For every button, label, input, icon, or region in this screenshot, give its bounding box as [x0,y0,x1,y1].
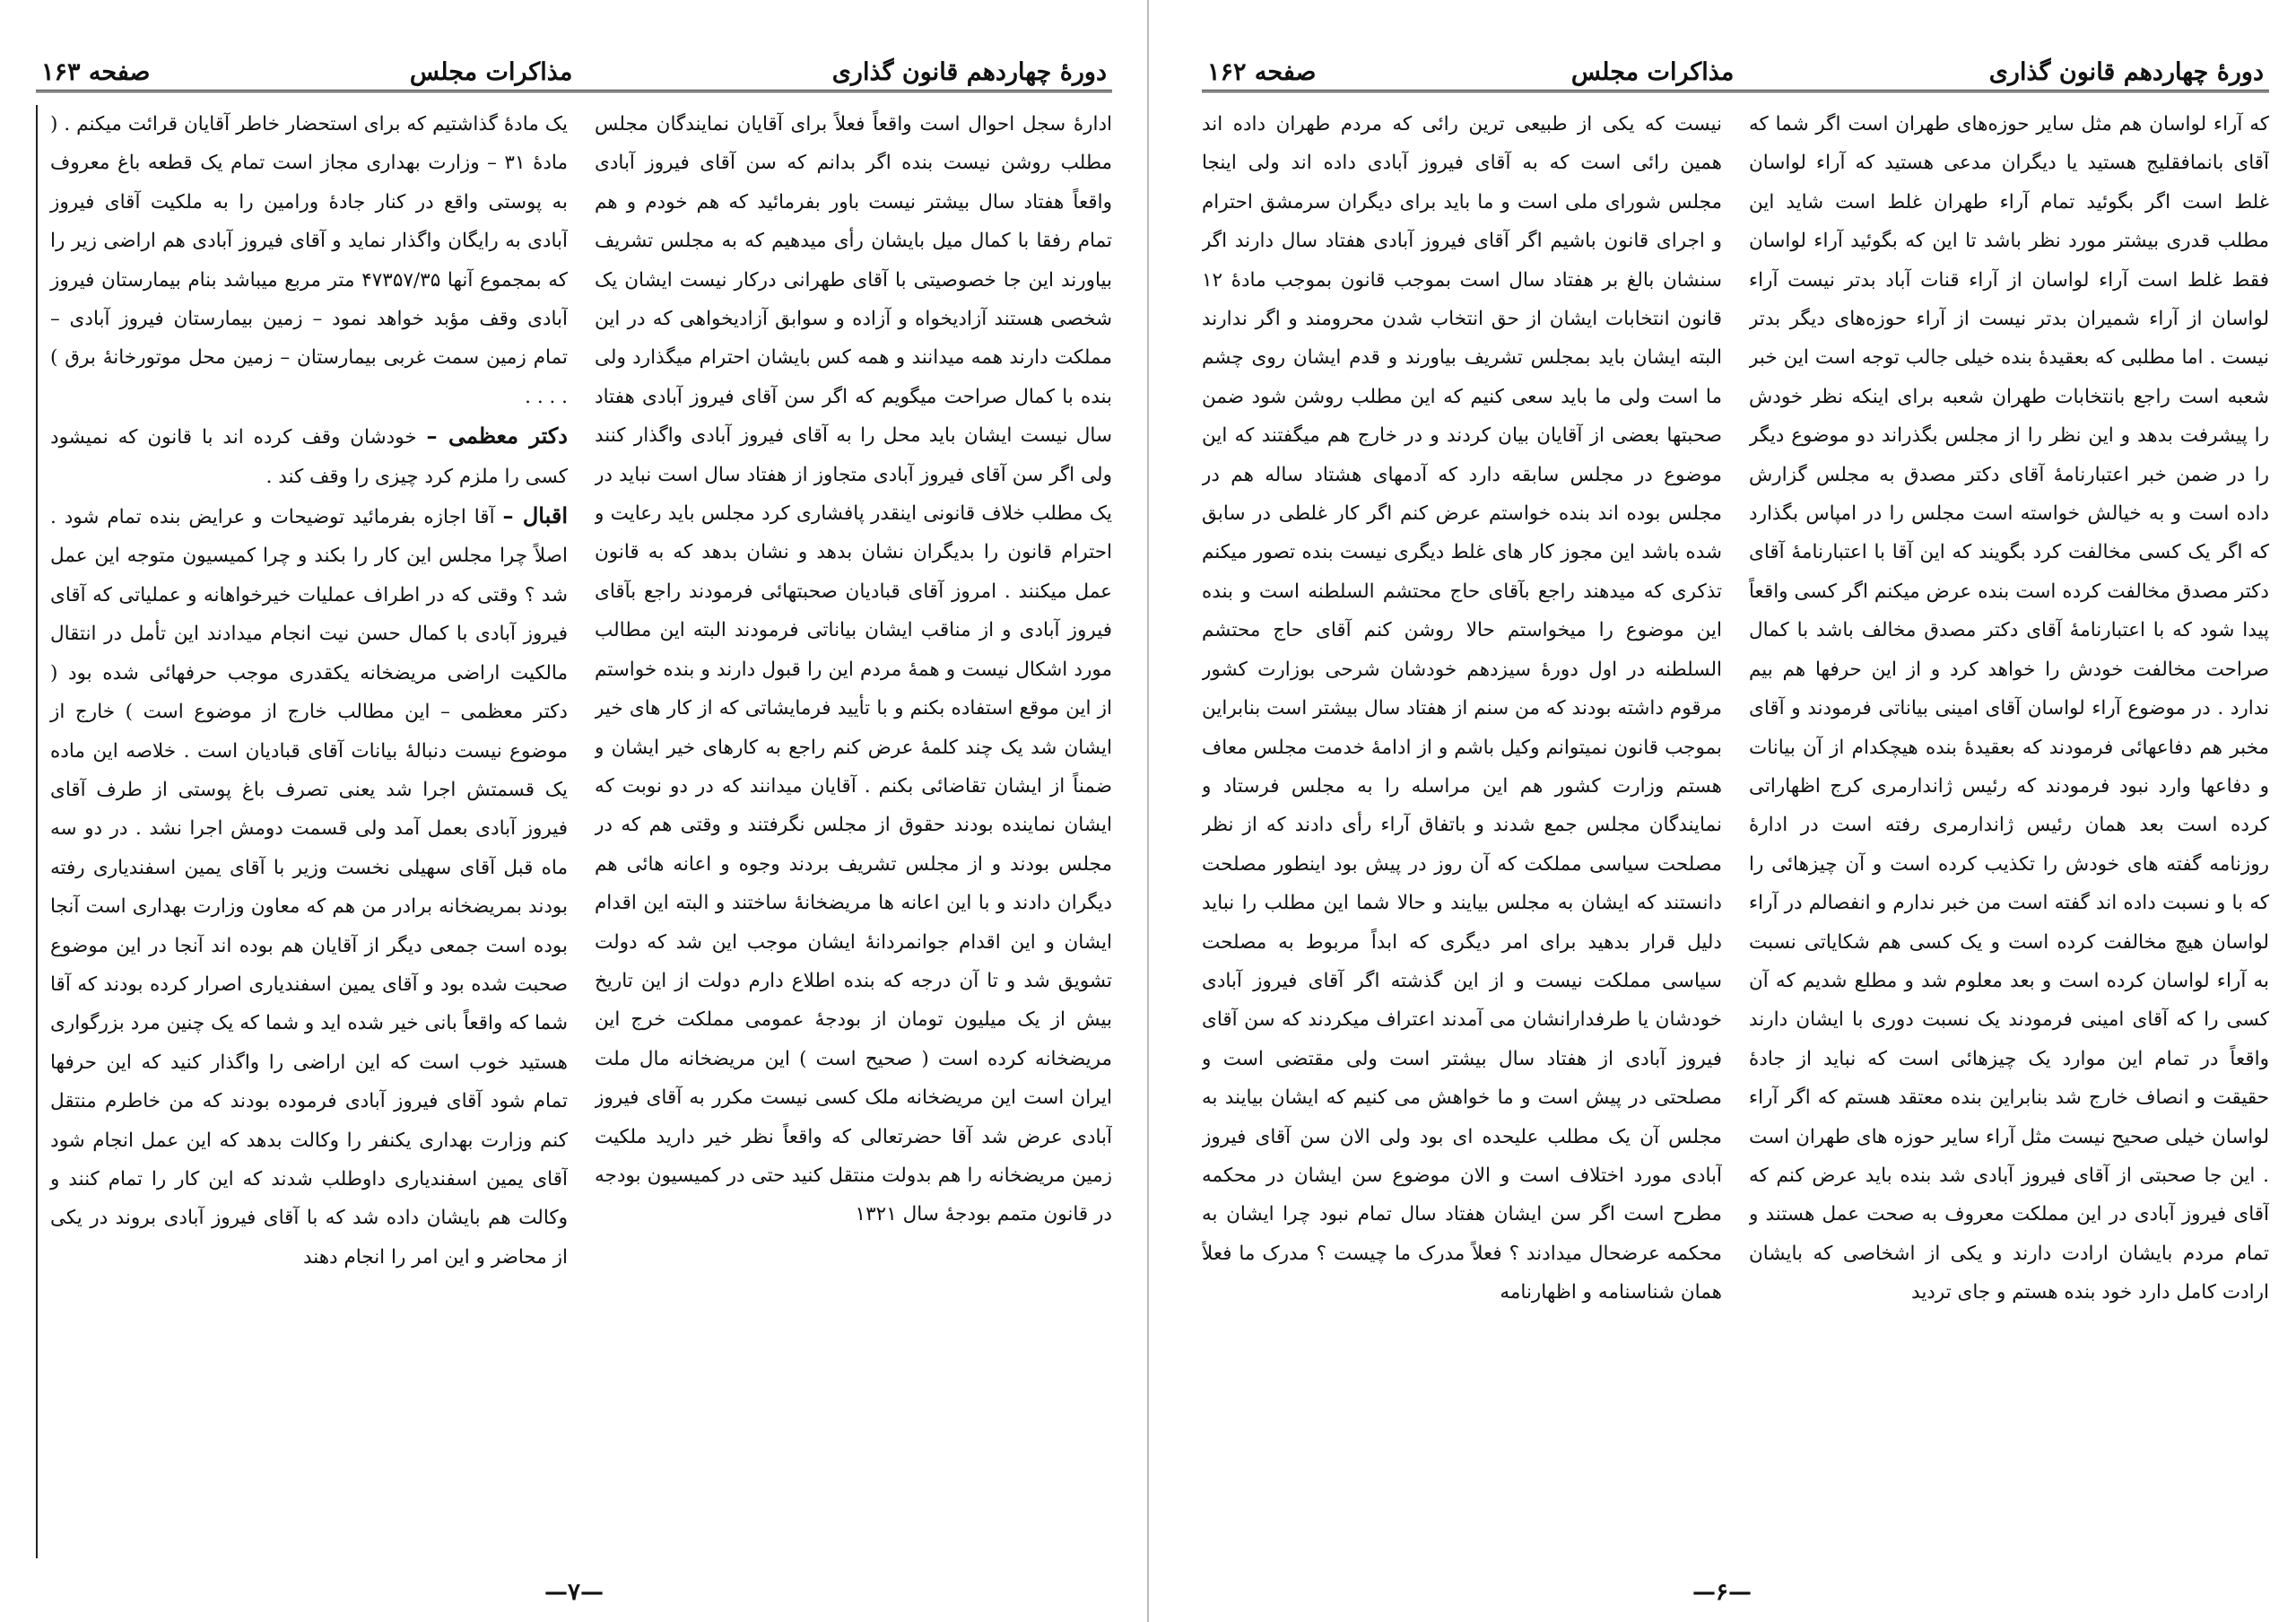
page-footer-number: —۷— [544,1579,604,1606]
column-right [595,105,1112,1558]
text-columns [1202,105,2269,1558]
column-text: یک مادهٔ گذاشتیم که برای استحضار خاطر آقایان قرائت میکنم . ( مادهٔ ۳۱ – وزارت بهداری مجاز است تمام یک قطعه باغ معروف به پوستی واقع در کنار جادهٔ ورامین را به ملکیت آقای فیروز آبادی به رایگان واگذار نماید و آقای فیروز آبادی هم اراضی زیر را که بمجموع آنها ۴۷۳۵۷/۳۵ متر مربع میباشد بنام بیمارستان فیروز آبادی وقف مؤبد خواهد نمود – زمین بیمارستان فیروز آبادی – تمام زمین سمت غربی بیمارستان – زمین محل موتورخانهٔ برق ) . . . . [50,113,568,408]
header-page-number: صفحه ۱۶۳ [41,58,151,86]
page-header [1202,47,2269,86]
speech-text: آقا اجازه بفرمائید توضیحات و عرایض بنده تمام شود . اصلاً چرا مجلس این کار را بکند و چرا کمیسیون متوجه این عمل شد ؟ وقتی که در اطراف عملیات خیرخواهانه و عملیاتی که آقای فیروز آبادی با کمال حسن نیت انجام میدادند این تأمل در انتقال مالکیت اراضی مریضخانه یکقدری موجب حرفهائی شده بود ( دکتر معظمی – این مطالب خارج از موضوع است ) خارج از موضوع نیست دنبالهٔ بیانات آقای قبادیان است . خلاصه این ماده یک قسمتش اجرا شد یعنی تصرف باغ پوستی از طرف آقای فیروز آبادی بعمل آمد ولی قسمت دومش اجرا نشد . در دو سه ماه قبل آقای سهیلی نخست وزیر با آقای یمین اسفندیاری رفته بودند بمریضخانه برادر من هم که معاون وزارت بهداری است آنجا بوده است جمعی دیگر از آقایان هم بوده اند آنجا در این موضوع صحبت شده بود و آقای یمین اسفندیاری اصرار کرده بودند که آقا شما که واقعاً بانی خیر شده اید و شما که یک چنین مرد بزرگواری هستید خوب است که این اراضی را واگذار کنید که این حرفها تمام شود آقای فیروز آبادی فرموده بودند که من خاطرم منتقل کنم وزارت بهداری یکنفر را وکالت بدهد که این عمل انجام شود آقای یمین اسفندیاری داوطلب شدند که این کار را تمام کنند و وکالت هم بایشان داده شد که با آقای فیروز آبادی بروند در یکی از محاضر و این امر را انجام دهند [50,506,568,1269]
column-right [1749,105,2269,1558]
header-proceedings-title: مذاکرات مجلس [1570,58,1735,86]
speech-paragraph [50,496,568,1277]
header-session-title: دورهٔ چهاردهم قانون گذاری [831,58,1107,86]
speech-text: خودشان وقف کرده اند با قانون که نمیشود کسی را ملزم کرد چیزی را وقف کند . [50,426,568,488]
speech-paragraph [50,416,568,496]
speaker-name: اقبال – [502,502,568,529]
column-left [1202,105,1722,1558]
column-text: نیست که یکی از طبیعی ترین رائی که مردم طهران داده اند همین رائی است که به آقای فیروز آبادی داده اند ولی اینجا مجلس شورای ملی است و ما باید برای دیگران سرمشق احترام و اجرای قانون باشیم اگر آقای فیروز آبادی هفتاد سال دارند اگر سنشان بالغ بر هفتاد سال است بموجب قانون بموجب مادهٔ ۱۲ قانون انتخابات ایشان از حق انتخاب شدن محرومند و اگر ندارند البته ایشان باید بمجلس تشریف بیاورند و قدم ایشان روی چشم ما است ولی ما باید سعی کنیم که این مطلب روشن شود ضمن صحبتها بعضی از آقایان بیان کردند و در خارج هم میگفتند که این موضوع در مجلس سابقه دارد که آدمهای هشتاد ساله هم در مجلس بوده اند بنده خواستم عرض کنم اگر کار غلطی در سابق شده باشد این مجوز کار های غلط دیگری نیست بنده تصور میکنم تذکری که میدهند راجع بآقای حاج محتشم السلطنه است و بنده این موضوع را میخواستم حالا روشن کنم آقای حاج محتشم السلطنه در اول دورهٔ سیزدهم خودشان شرحی بوزارت کشور مرقوم داشته بودند که من سنم از هفتاد سال بیشتر است بنابراین بموجب قانون نمیتوانم وکیل باشم و از ادامهٔ خدمت مجلس معاف هستم وزارت کشور هم این مراسله را به مجلس فرستاد و نمایندگان مجلس جمع شدند و باتفاق آراء رأی دادند که از نظر مصلحت سیاسی مملکت که آن روز در پیش بود اینطور مصلحت دانستند که ایشان به مجلس بیایند و حالا شما این مطلب را نباید دلیل قرار بدهید برای امر دیگری که ابداً مربوط به مصلحت سیاسی مملکت نیست و از این گذشته اگر آقای فیروز آبادی خودشان یا طرفدارانشان می آمدند اعتراف میکردند که سن آقای فیروز آبادی از هفتاد سال بیشتر است ولی مقتضی است و مصلحتی در پیش است و ما خواهش می کنیم که ایشان بیایند به مجلس آن یک مطلب علیحده ای بود ولی الان سن آقای فیروز آبادی مورد اختلاف است و الان موضوع سن ایشان در محکمه مطرح است اگر سن ایشان هفتاد سال تمام نبود چرا ایشان به محکمه عرضحال میدادند ؟ فعلاً مدرک ما چیست ؟ مدرک ما فعلاً همان شناسنامه و اظهارنامه [1202,113,1722,1304]
page-162 [1148,0,2296,1622]
header-rule [36,90,1112,92]
header-proceedings-title: مذاکرات مجلس [409,58,573,86]
column-left [36,105,568,1558]
column-text: ادارهٔ سجل احوال است واقعاً فعلاً برای آقایان نمایندگان مجلس مطلب روشن نیست بنده اگر بدانم که سن آقای فیروز آبادی واقعاً هفتاد سال بیشتر نیست باور بفرمائید که هم خودم و هم تمام رفقا با کمال میل بایشان رأی میدهیم که به مجلس تشریف بیاورند این جا خصوصیتی با آقای طهرانی درکار نیست ایشان یک شخصی هستند آزادیخواه و آزاده و سوابق آزادیخواهی که در این مملکت دارند همه میدانند و همه کس بایشان احترام میگذارد ولی بنده با کمال صراحت میگویم که اگر سن آقای فیروز آبادی هفتاد سال نیست ایشان باید محل را به آقای فیروز آبادی واگذار کنند ولی اگر سن آقای فیروز آبادی متجاوز از هفتاد سال است نباید در یک مطلب خلاف قانونی اینقدر پافشاری کرد مجلس باید رعایت و احترام قانون را بدیگران نشان بدهد و نشان بدهد که به قانون عمل میکنند . امروز آقای قبادیان صحبتهائی فرمودند راجع بآقای فیروز آبادی و از مناقب ایشان بیاناتی فرمودند البته این مطالب مورد اشکال نیست و همهٔ مردم این را قبول دارند و بنده خواستم از این موقع استفاده بکنم و با تأیید فرمایشاتی که از کار های خیر ایشان شد یک چند کلمهٔ عرض کنم راجع به کارهای خیر ایشان و ضمناً از ایشان تقاضائی بکنم . آقایان میدانند که در دو نوبت که ایشان نماینده بودند حقوق از مجلس نگرفتند و وقتی هم که در مجلس بودند و از مجلس تشریف بردند وجوه و اعانه هائی هم دیگران دادند و با این اعانه ها مریضخانهٔ ساختند و البته این اقدام ایشان و این اقدام جوانمردانهٔ ایشان موجب این شد که دولت تشویق شد و تا آن درجه که بنده اطلاع دارم دولت از این تاریخ بیش از یک میلیون تومان از بودجهٔ عمومی مملکت خرج این مریضخانه کرده است ( صحیح است ) این مریضخانه مال ملت ایران است این مریضخانه ملک کسی نیست مکرر به آقای فیروز آبادی عرض شد آقا حضرتعالی که واقعاً نظر خیر دارید ملکیت زمین مریضخانه را هم بدولت منتقل کنید حتی در کمیسیون بودجه در قانون متمم بودجهٔ سال ۱۳۲۱ [595,113,1112,1226]
text-columns [36,105,1112,1558]
header-rule [1202,90,2269,92]
column-text: که آراء لواسان هم مثل سایر حوزه‌های طهران است اگر شما که آقای بانمافقلیج هستید یا دیگران مدعی هستید که آراء لواسان غلط است اگر بگوئید تمام آراء طهران غلط است شاید این مطلب قدری بیشتر مورد نظر باشد تا این که بگوئید آراء لواسان فقط غلط است آراء لواسان از آراء قنات آباد بدتر نیست آراء لواسان از آراء شمیران بدتر نیست از آراء حوزه‌های دیگر بدتر نیست . اما مطلبی که بعقیدهٔ بنده خیلی جالب توجه است این خبر شعبه است راجع بانتخابات طهران شعبه برای اینکه نظر خودش را پیشرفت بدهد و این نظر را از مجلس بگذراند دو موضوع دیگر را در ضمن خبر اعتبارنامهٔ آقای دکتر مصدق به مجلس گزارش داده است و به خیالش خواسته است مجلس را در امپاس بگذارد که اگر یک کسی مخالفت کرد بگویند که این آقا با اعتبارنامهٔ آقای دکتر مصدق مخالفت کرده است بنده عرض میکنم اگر کسی واقعاً پیدا شود که با اعتبارنامهٔ آقای دکتر مصدق مخالف باشد با کمال صراحت مخالفت خودش را خواهد کرد و از این حرفها هم بیم ندارد . در موضوع آراء لواسان آقای امینی بیاناتی فرمودند و آقای مخبر هم دفاعهائی فرمودند که بعقیدهٔ بنده هیچکدام از آن بیانات و دفاعها وارد نبود فرمودند که رئیس ژاندارمری کرج اظهاراتی کرده است بعد همان رئیس ژاندارمری رفته است در ادارهٔ روزنامه گفته های خودش را تکذیب کرده است و آن چیزهائی را که با و نسبت داده اند گفته است من خبر ندارم و انفصالم در آراء لواسان هیچ مخالفت کرده است و یک کسی هم شکایاتی نسبت به آراء لواسان کرده است و بعد معلوم شد و مطلع شدیم که آن کسی را که آقای امینی فرمودند یک نسبت دوری با ایشان دارند واقعاً در تمام این موارد یک چیزهائی است که نباید از جادهٔ حقیقت و انصاف خارج شد بنابراین بنده معتقد هستم که اگر آراء لواسان خیلی صحیح نیست مثل آراء سایر حوزه های طهران است . این جا صحبتی از آقای فیروز آبادی شد بنده باید عرض کنم که آقای فیروز آبادی در این مملکت معروف به صحت عمل هستند و تمام مردم بایشان ارادت دارند و یکی از اشخاصی که بایشان ارادت کامل دارد خود بنده هستم و جای تردید [1749,113,2269,1304]
header-session-title: دورهٔ چهاردهم قانون گذاری [1988,58,2264,86]
page-footer-number: —۶— [1692,1579,1752,1606]
page-header [36,47,1112,86]
speaker-name: دکتر معظمی – [426,423,568,449]
header-page-number: صفحه ۱۶۲ [1207,58,1317,86]
